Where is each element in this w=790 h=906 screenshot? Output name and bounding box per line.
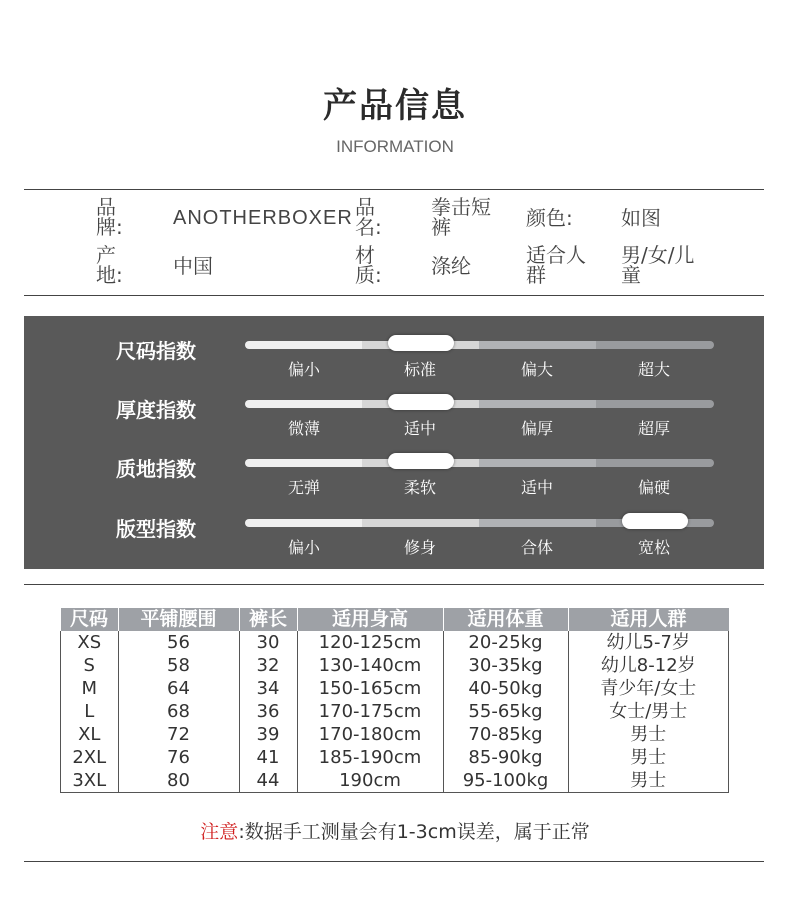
texture-index-option: 适中 <box>520 478 553 497</box>
table-cell: 40-50kg <box>443 677 568 700</box>
material-value: 涤纶 <box>431 254 471 278</box>
texture-index-label: 质地指数 <box>116 457 196 481</box>
table-cell: 32 <box>239 654 297 677</box>
table-cell: 58 <box>118 654 239 677</box>
brand-value: ANOTHERBOXER <box>173 207 353 229</box>
weight-column-header: 适用体重 <box>443 608 568 631</box>
table-row <box>61 769 729 793</box>
page-subtitle: INFORMATION <box>336 137 454 156</box>
table-cell: 36 <box>239 700 297 723</box>
table-cell: 2XL <box>61 746 119 769</box>
table-cell: 3XL <box>61 769 119 793</box>
thickness-index-option: 微薄 <box>287 419 320 438</box>
table-cell: 170-175cm <box>297 700 443 723</box>
height-column-header: 适用身高 <box>297 608 443 631</box>
divider-bottom <box>24 861 764 862</box>
color-value: 如图 <box>621 206 661 230</box>
audience-value: 男/女/儿童 <box>621 243 695 287</box>
table-cell: 95-100kg <box>443 769 568 793</box>
texture-index-option: 柔软 <box>403 478 436 497</box>
table-row <box>61 700 729 723</box>
size-index-option: 偏大 <box>520 360 553 379</box>
table-cell: 幼儿5-7岁 <box>568 631 729 654</box>
texture-index-option: 无弹 <box>287 478 320 497</box>
audience-label: 适合人群 <box>526 243 586 287</box>
table-cell: 39 <box>239 723 297 746</box>
waist-column-header: 平铺腰围 <box>118 608 239 631</box>
table-cell: 185-190cm <box>297 746 443 769</box>
texture-index-track <box>245 459 714 467</box>
table-cell: 男士 <box>568 746 729 769</box>
fit-index-option: 宽松 <box>637 538 670 557</box>
divider-panel-bottom <box>24 584 764 585</box>
table-cell: 30 <box>239 631 297 654</box>
size-index-option: 标准 <box>403 360 436 379</box>
name-label: 品名: <box>355 195 382 239</box>
table-cell: XL <box>61 723 119 746</box>
page-title: 产品信息 <box>323 86 467 126</box>
table-cell: S <box>61 654 119 677</box>
brand-label: 品牌: <box>96 195 123 239</box>
size-index-label: 尺码指数 <box>116 339 196 363</box>
table-cell: 190cm <box>297 769 443 793</box>
texture-index-marker <box>388 453 454 469</box>
table-row <box>61 654 729 677</box>
table-cell: 68 <box>118 700 239 723</box>
size-table <box>60 608 729 793</box>
note-text: :数据手工测量会有1-3cm误差，属于正常 <box>238 821 590 843</box>
table-cell: 44 <box>239 769 297 793</box>
fit-index-label: 版型指数 <box>116 517 196 541</box>
size-table-header <box>61 608 729 631</box>
fit-index-track <box>245 519 714 527</box>
fit-index-option: 修身 <box>403 538 436 557</box>
audience-column-header: 适用人群 <box>568 608 729 631</box>
table-cell: 34 <box>239 677 297 700</box>
table-cell: 男士 <box>568 769 729 793</box>
thickness-index-option: 偏厚 <box>520 419 553 438</box>
table-cell: 56 <box>118 631 239 654</box>
measurement-note <box>0 817 790 844</box>
size-index-option: 超大 <box>637 360 670 379</box>
fit-index-marker <box>622 513 688 529</box>
thickness-index-track <box>245 400 714 408</box>
table-cell: 130-140cm <box>297 654 443 677</box>
table-cell: 男士 <box>568 723 729 746</box>
table-cell: 30-35kg <box>443 654 568 677</box>
table-row <box>61 723 729 746</box>
table-cell: 72 <box>118 723 239 746</box>
thickness-index-label: 厚度指数 <box>116 398 196 422</box>
table-cell: M <box>61 677 119 700</box>
name-value: 拳击短裤 <box>431 195 491 239</box>
table-cell: 120-125cm <box>297 631 443 654</box>
table-cell: 80 <box>118 769 239 793</box>
table-cell: 女士/男士 <box>568 700 729 723</box>
thickness-index-option: 适中 <box>403 419 436 438</box>
size-index-option: 偏小 <box>287 360 320 379</box>
table-cell: 170-180cm <box>297 723 443 746</box>
color-label: 颜色: <box>526 206 573 230</box>
size-index-marker <box>388 335 454 351</box>
table-row <box>61 746 729 769</box>
table-cell: 青少年/女士 <box>568 677 729 700</box>
size-index-track <box>245 341 714 349</box>
divider-top <box>24 189 764 190</box>
table-cell: L <box>61 700 119 723</box>
table-cell: 41 <box>239 746 297 769</box>
table-cell: 70-85kg <box>443 723 568 746</box>
table-cell: 150-165cm <box>297 677 443 700</box>
thickness-index-marker <box>388 394 454 410</box>
table-cell: 幼儿8-12岁 <box>568 654 729 677</box>
index-panel <box>24 316 764 569</box>
note-prefix: 注意 <box>200 821 239 843</box>
table-row <box>61 677 729 700</box>
origin-value: 中国 <box>173 254 213 278</box>
material-label: 材质: <box>355 243 382 287</box>
texture-index-option: 偏硬 <box>637 478 670 497</box>
length-column-header: 裤长 <box>239 608 297 631</box>
table-cell: 85-90kg <box>443 746 568 769</box>
table-row <box>61 631 729 654</box>
table-cell: 64 <box>118 677 239 700</box>
origin-label: 产地: <box>96 243 123 287</box>
table-cell: 20-25kg <box>443 631 568 654</box>
fit-index-option: 偏小 <box>287 538 320 557</box>
size-column-header: 尺码 <box>61 608 119 631</box>
table-cell: 55-65kg <box>443 700 568 723</box>
divider-info-bottom <box>24 295 764 296</box>
table-cell: XS <box>61 631 119 654</box>
thickness-index-option: 超厚 <box>637 419 670 438</box>
fit-index-option: 合体 <box>520 538 553 557</box>
table-cell: 76 <box>118 746 239 769</box>
